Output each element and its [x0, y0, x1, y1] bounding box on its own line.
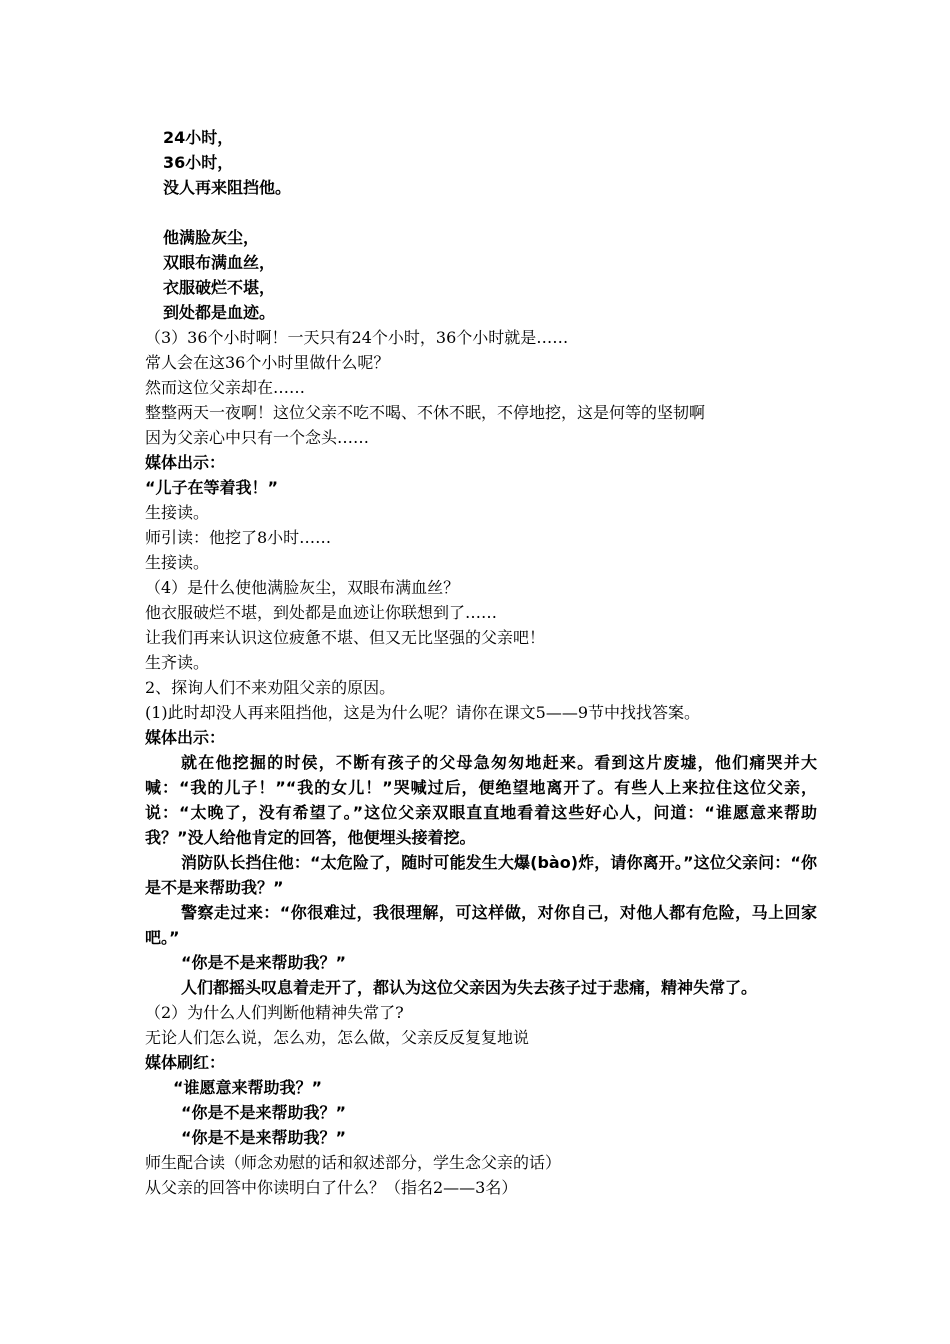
text-line: 生齐读。 [145, 653, 210, 672]
media-label: 媒体出示： [145, 728, 226, 747]
question-2: （2）为什么人们判断他精神失常了? [145, 1003, 404, 1022]
text-line: 生接读。 [145, 553, 210, 572]
text-line: 师引读：他挖了8小时…… [145, 528, 332, 547]
excerpt-paragraph: 人们都摇头叹息着走开了，都认为这位父亲因为失去孩子过于悲痛，精神失常了。 [181, 978, 758, 997]
poem-line: 到处都是血迹。 [163, 303, 276, 322]
text-line: 然而这位父亲却在…… [145, 378, 306, 397]
blank-line [145, 200, 817, 225]
poem-line: 衣服破烂不堪， [163, 278, 276, 297]
highlight-quote: “你是不是来帮助我？” [181, 1103, 347, 1122]
text-line: 他衣服破烂不堪，到处都是血迹让你联想到了…… [145, 603, 498, 622]
highlight-quote: “谁愿意来帮助我？” [173, 1078, 323, 1097]
poem-line: 36小时， [163, 153, 234, 172]
poem-line: 24小时， [163, 128, 234, 147]
excerpt-paragraph: 就在他挖掘的时侯，不断有孩子的父母急匆匆地赶来。看到这片废墟，他们痛哭并大喊：“我的儿子！”“我的女儿！”哭喊过后，便绝望地离开了。有些人上来拉住这位父亲，说：“太晚了，没有希望了。”这位父亲双眼直直地看着这些好心人，问道：“谁愿意来帮助我？”没人给他肯定的回答，他便埋头接着挖。 [145, 753, 817, 847]
text-line: 师生配合读（师念劝慰的话和叙述部分，学生念父亲的话） [145, 1153, 562, 1172]
question-4: （4）是什么使他满脸灰尘，双眼布满血丝？ [145, 578, 460, 597]
section-title: 2、探询人们不来劝阻父亲的原因。 [145, 678, 396, 697]
media-label: 媒体刷红： [145, 1053, 226, 1072]
text-line: 生接读。 [145, 503, 210, 522]
text-line: 让我们再来认识这位疲惫不堪、但又无比坚强的父亲吧！ [145, 628, 546, 647]
text-line: 常人会在这36个小时里做什么呢？ [145, 353, 390, 372]
excerpt-paragraph: 警察走过来：“你很难过，我很理解，可这样做，对你自己，对他人都有危险，马上回家吧。” [145, 903, 817, 947]
poem-line: 没人再来阻挡他。 [163, 178, 292, 197]
document-body [145, 125, 817, 1200]
excerpt-paragraph: “你是不是来帮助我？” [181, 953, 347, 972]
highlight-quote: “你是不是来帮助我？” [181, 1128, 347, 1147]
text-line: 从父亲的回答中你读明白了什么？（指名2——3名） [145, 1178, 518, 1197]
text-line: 整整两天一夜啊！这位父亲不吃不喝、不休不眠，不停地挖，这是何等的坚韧啊 [145, 403, 706, 422]
media-label: 媒体出示： [145, 453, 226, 472]
poem-line: 他满脸灰尘， [163, 228, 260, 247]
question-3: （3）36个小时啊！一天只有24个小时，36个小时就是…… [145, 328, 569, 347]
poem-line: 双眼布满血丝， [163, 253, 276, 272]
question-1: (1)此时却没人再来阻挡他，这是为什么呢？请你在课文5——9节中找找答案。 [145, 703, 701, 722]
text-line: 无论人们怎么说，怎么劝，怎么做，父亲反反复复地说 [145, 1028, 530, 1047]
text-line: 因为父亲心中只有一个念头…… [145, 428, 370, 447]
media-quote: “儿子在等着我！” [145, 478, 279, 497]
excerpt-paragraph: 消防队长挡住他：“太危险了，随时可能发生大爆(bào)炸，请你离开。”这位父亲问：“你是不是来帮助我？” [145, 853, 817, 897]
